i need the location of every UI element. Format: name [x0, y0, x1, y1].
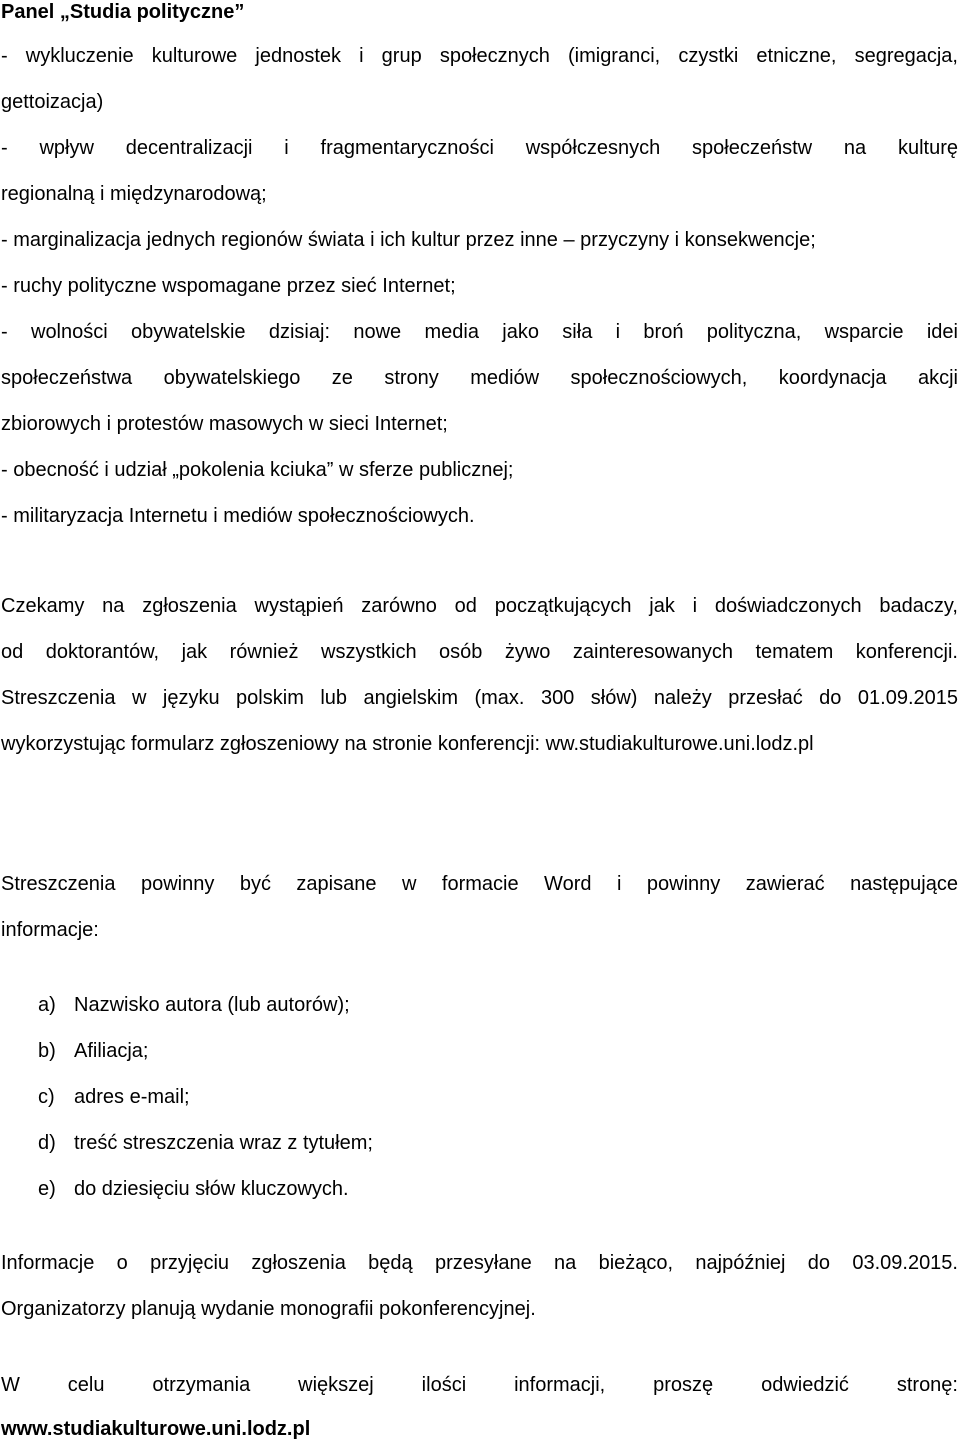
- format-line: Streszczenia powinny być zapisane w formacie Word i powinny zawierać następujące: [1, 873, 958, 895]
- list-marker: b): [38, 1040, 56, 1062]
- panel-line: - militaryzacja Internetu i mediów społecznościowych.: [1, 505, 475, 527]
- call-line: od doktorantów, jak również wszystkich osób żywo zainteresowanych tematem konferencji.: [1, 641, 958, 663]
- list-item: adres e-mail;: [74, 1086, 190, 1108]
- list-marker: c): [38, 1086, 55, 1108]
- panel-title: Panel „Studia polityczne”: [1, 1, 245, 23]
- list-item: Nazwisko autora (lub autorów);: [74, 994, 350, 1016]
- website-link[interactable]: www.studiakulturowe.uni.lodz.pl: [1, 1418, 311, 1440]
- panel-line: regionalną i międzynarodową;: [1, 183, 267, 205]
- panel-line: - marginalizacja jednych regionów świata i ich kultur przez inne – przyczyny i konsekwencje;: [1, 229, 816, 251]
- panel-line: - wpływ decentralizacji i fragmentaryczności współczesnych społeczeństw na kulturę: [1, 137, 958, 159]
- panel-line: społeczeństwa obywatelskiego ze strony mediów społecznościowych, koordynacja akcji: [1, 367, 958, 389]
- notice-line: Informacje o przyjęciu zgłoszenia będą przesyłane na bieżąco, najpóźniej do 03.09.2015.: [1, 1252, 958, 1274]
- panel-line: - obecność i udział „pokolenia kciuka” w sferze publicznej;: [1, 459, 514, 481]
- panel-line: - wolności obywatelskie dzisiaj: nowe media jako siła i broń polityczna, wsparcie idei: [1, 321, 958, 343]
- more-info-line: W celu otrzymania większej ilości informacji, proszę odwiedzić stronę:: [1, 1374, 958, 1396]
- panel-line: - ruchy polityczne wspomagane przez sieć Internet;: [1, 275, 456, 297]
- call-line: Czekamy na zgłoszenia wystąpień zarówno od początkujących jak i doświadczonych badaczy,: [1, 595, 958, 617]
- notice-line: Organizatorzy planują wydanie monografii pokonferencyjnej.: [1, 1298, 536, 1320]
- panel-line: zbiorowych i protestów masowych w sieci Internet;: [1, 413, 448, 435]
- list-item: do dziesięciu słów kluczowych.: [74, 1178, 349, 1200]
- list-marker: a): [38, 994, 56, 1016]
- panel-line: - wykluczenie kulturowe jednostek i grup społecznych (imigranci, czystki etniczne, segregacja,: [1, 45, 958, 67]
- list-marker: e): [38, 1178, 56, 1200]
- panel-line: gettoizacja): [1, 91, 104, 113]
- list-item: treść streszczenia wraz z tytułem;: [74, 1132, 373, 1154]
- call-line: Streszczenia w języku polskim lub angielskim (max. 300 słów) należy przesłać do 01.09.2015: [1, 687, 958, 709]
- list-marker: d): [38, 1132, 56, 1154]
- list-item: Afiliacja;: [74, 1040, 149, 1062]
- call-line: wykorzystując formularz zgłoszeniowy na stronie konferencji: ww.studiakulturowe.uni.lodz.pl: [1, 733, 814, 755]
- format-line: informacje:: [1, 919, 99, 941]
